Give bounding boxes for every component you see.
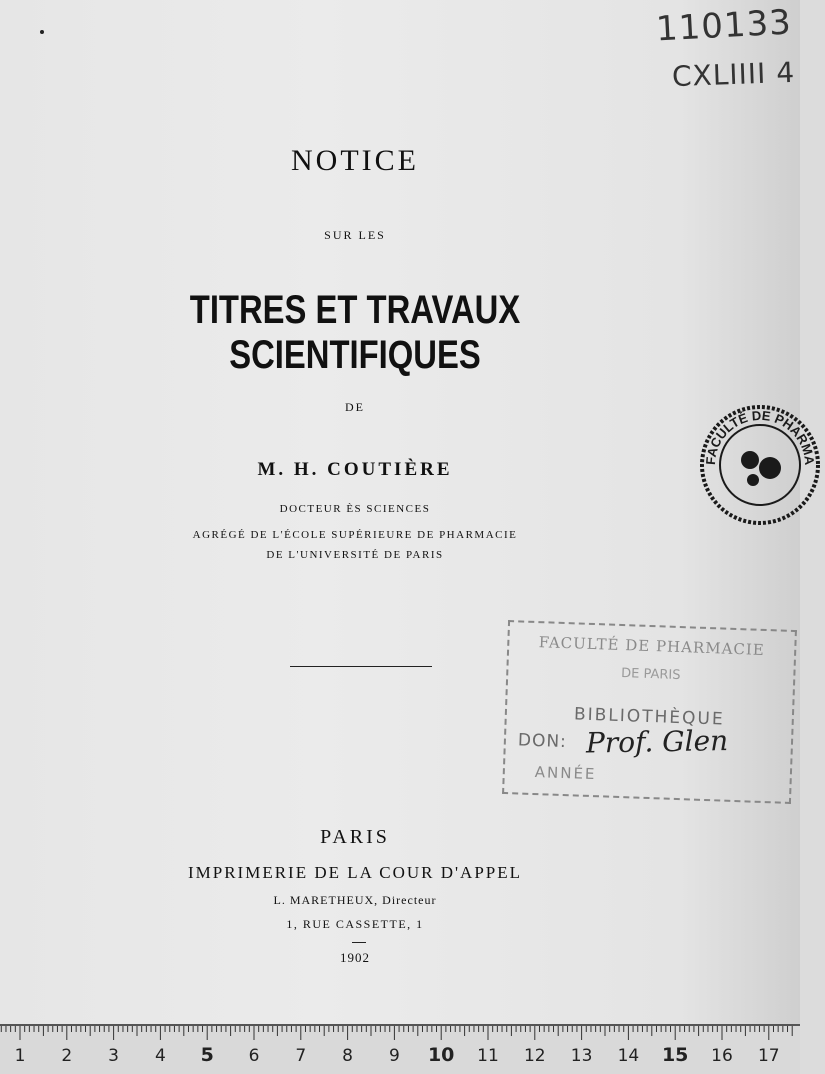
stamp-line: DE PARIS: [620, 665, 681, 684]
ruler-number: 13: [570, 1046, 593, 1066]
ruler-number: 3: [108, 1046, 120, 1066]
rectangular-library-stamp: [502, 620, 797, 804]
ruler-number: 9: [388, 1046, 400, 1066]
main-title: TITRES ET TRAVAUX SCIENTIFIQUES: [189, 288, 521, 377]
de-text: DE: [345, 400, 365, 414]
ruler-number: 4: [154, 1046, 166, 1066]
stamp-line: BIBLIOTHÈQUE: [573, 704, 725, 730]
handwritten-call-number: 110133: [655, 2, 793, 50]
round-library-stamp: [695, 400, 825, 530]
ruler-number: 7: [295, 1046, 307, 1066]
credential-line: AGRÉGÉ DE L'ÉCOLE SUPÉRIEURE DE PHARMACIE: [192, 529, 518, 541]
credential-line: DE L'UNIVERSITÉ DE PARIS: [266, 549, 444, 561]
ruler-number: 6: [248, 1046, 260, 1066]
ruler-number: 8: [342, 1046, 354, 1066]
stamp-handwritten-donor: Prof. Glen: [585, 724, 729, 760]
short-dash: [352, 942, 366, 943]
measurement-ruler: [0, 1024, 800, 1074]
printer-name: IMPRIMERIE DE LA COUR D'APPEL: [187, 863, 523, 882]
handwritten-shelf-mark: CXLIIII 4: [671, 55, 796, 94]
ruler-number: 1: [14, 1046, 26, 1066]
ruler-number: 16: [711, 1046, 733, 1066]
publication-year: 1902: [340, 950, 370, 965]
printer-address: 1, RUE CASSETTE, 1: [286, 917, 424, 931]
ruler-number: 15: [661, 1044, 689, 1066]
round-stamp-text: FACULTÉ DE PHARMA: [702, 407, 818, 466]
notice-heading: NOTICE: [291, 144, 419, 177]
ruler-number: 12: [523, 1046, 546, 1066]
ink-dot: [40, 30, 44, 34]
ruler-number: 14: [617, 1046, 640, 1066]
ruler-number: 11: [477, 1046, 499, 1066]
ruler-number: 10: [427, 1044, 455, 1066]
ruler-number: 2: [61, 1046, 73, 1066]
printer-director: L. MARETHEUX, Directeur: [273, 893, 437, 907]
stamp-line: FACULTÉ DE PHARMACIE: [538, 633, 766, 659]
publication-city: PARIS: [320, 826, 390, 848]
divider-rule: [290, 666, 432, 667]
stamp-line: ANNÉE: [534, 763, 597, 784]
sur-les-text: SUR LES: [324, 228, 386, 242]
ruler-number: 17: [757, 1046, 780, 1066]
ruler-number: 5: [200, 1044, 214, 1066]
author-name: M. H. COUTIÈRE: [257, 459, 453, 480]
stamp-line: DON:: [517, 730, 568, 753]
credential-line: DOCTEUR ÈS SCIENCES: [279, 503, 431, 515]
